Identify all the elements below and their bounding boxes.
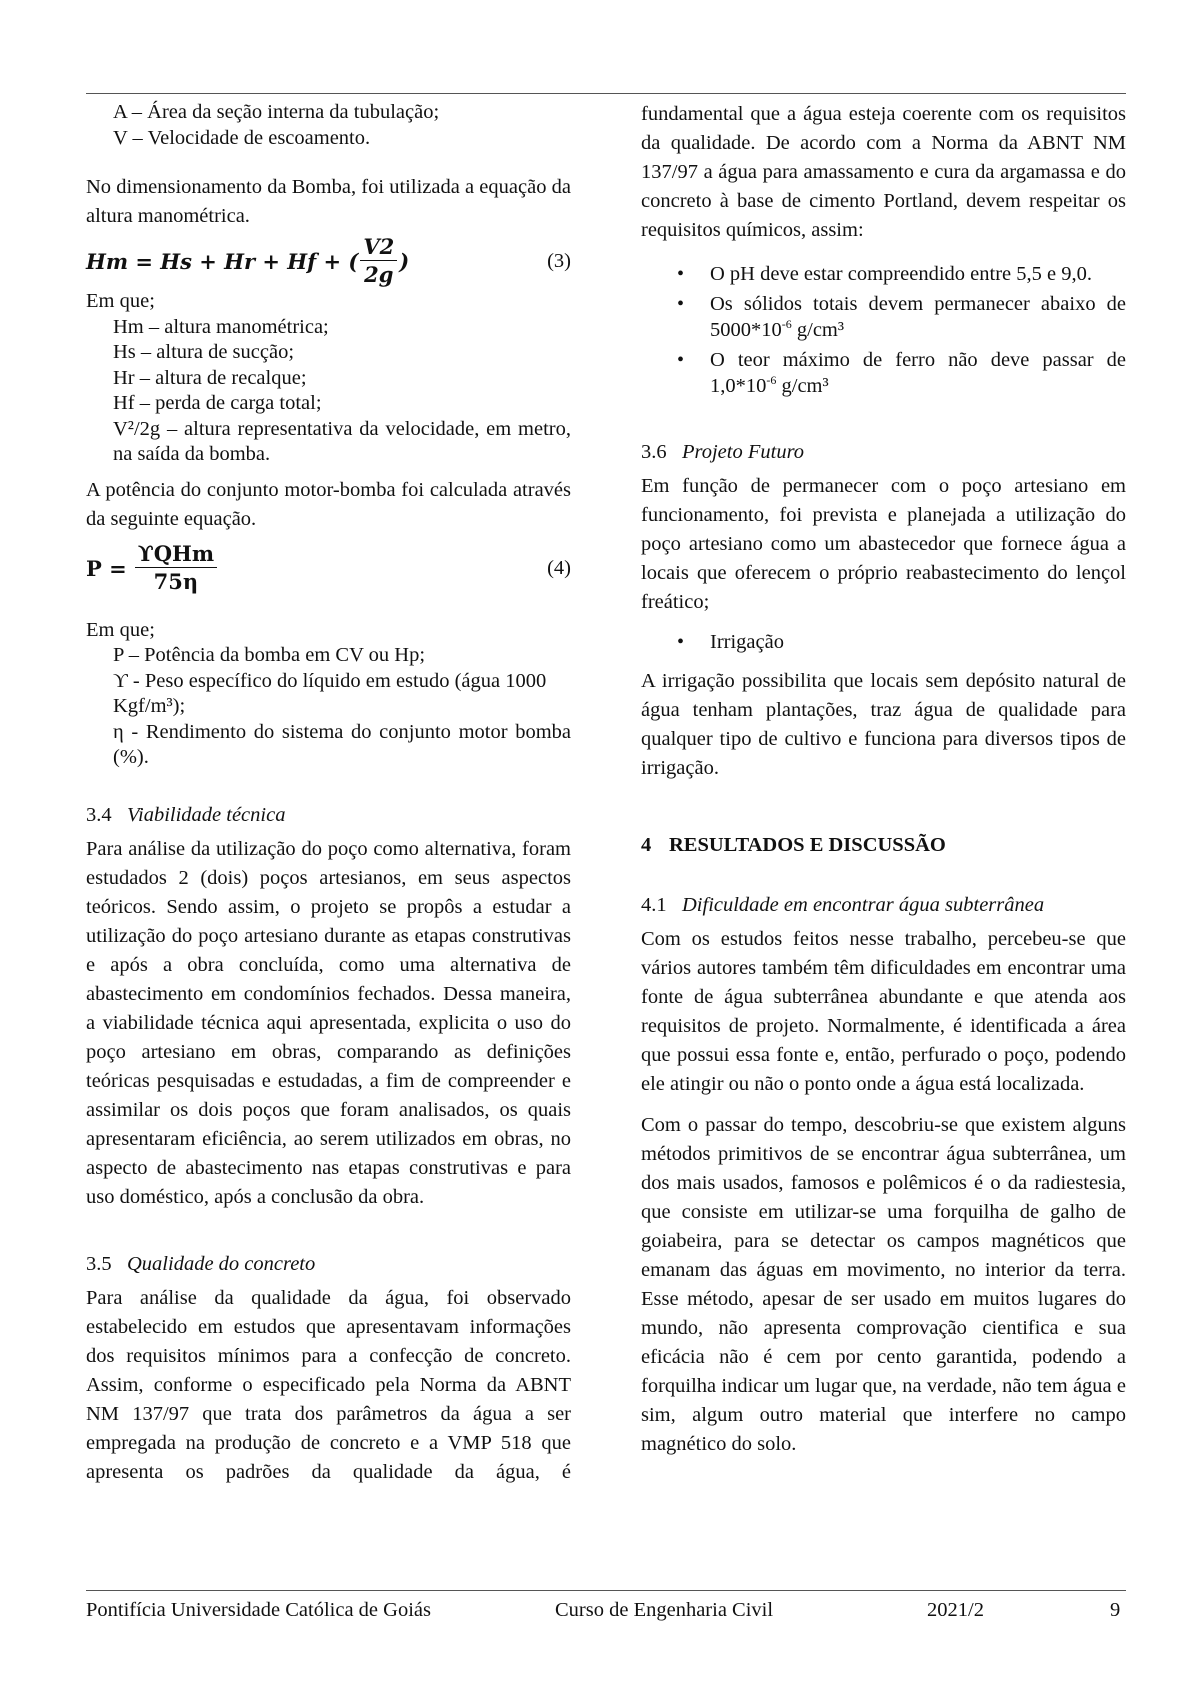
equation-4-label: (4) xyxy=(547,557,571,579)
definition-gamma: ϒ - Peso específico do líquido em estudo (água 1000 Kgf/m³); xyxy=(113,669,547,717)
section-title: Qualidade do concreto xyxy=(127,1252,316,1275)
section-number: 3.4 xyxy=(86,803,112,826)
section-3-5-body: Para análise da qualidade da água, foi observado estabelecido em estudos que apresentavam informações dos requisitos mínimos para a confecção de concreto. Assim, conforme o especificado pela Norma da ABNT NM 137/97 que trata dos parâmetros da água a ser empregada na produção de concreto e a VMP 518 que apresenta os padrões da qualidade da água, é xyxy=(86,1286,571,1483)
right-column xyxy=(641,100,1126,1459)
footer-course: Curso de Engenharia Civil xyxy=(555,1599,774,1621)
equation-3-fraction xyxy=(360,234,397,289)
equation-3-denominator: 2g xyxy=(364,261,394,287)
future-use-irrigation: • Irrigação xyxy=(641,629,1126,656)
definition-hr: Hr – altura de recalque; xyxy=(113,366,307,389)
section-3-4-body: Para análise da utilização do poço como alternativa, foram estudados 2 (dois) poços artesianos, em seus aspectos teóricos. Sendo assim, o projeto se propôs a estudar a utilização do poço artesiano durante as etapas construtivas e após a obra concluída, como uma alternativa de abastecimento em condomínios fechados. Dessa maneira, a viabilidade técnica aqui apresentada, explicita o uso do poço artesiano em obras, comparando as definições teóricas pesquisadas e estudadas, a fim de compreender e assimilar os dois poços que foram analisados, os quais apresentaram eficiência, ao serem utilizados em obras, no aspecto de abastecimento nas etapas construtivas e para uso doméstico, após a conclusão da obra. xyxy=(86,837,571,1208)
equation-4-fraction xyxy=(135,541,217,596)
section-4-1-heading xyxy=(641,891,1126,919)
section-number: 3.6 xyxy=(641,440,667,463)
definition-v2-2g: V²/2g – altura representativa da velocidade, em metro, na saída da bomba. xyxy=(113,417,571,465)
section-number: 3.5 xyxy=(86,1252,112,1275)
footer-rule xyxy=(86,1590,1126,1591)
section-number: 4.1 xyxy=(641,894,667,916)
definition-eta: η - Rendimento do sistema do conjunto motor bomba (%). xyxy=(113,720,571,768)
section-title: Viabilidade técnica xyxy=(127,803,286,826)
requirement-solids: • Os sólidos totais devem permanecer abaixo de $5000*10^{-6}$ g/cm³ xyxy=(641,291,1126,344)
continued-paragraph: fundamental que a água esteja coerente com os requisitos da qualidade. De acordo com a Norma da ABNT NM 137/97 a água para amassamento e cura da argamassa e do concreto à base de cimento Portland, devem respeitar os requisitos químicos, assim: xyxy=(641,103,1126,241)
equation-4-lhs: P = xyxy=(86,556,127,581)
irrigation-paragraph: A irrigação possibilita que locais sem depósito natural de água tenham plantações, traz água de qualidade para qualquer tipo de cultivo e funciona para diversos tipos de irrigação. xyxy=(641,670,1126,779)
where-label-2: Em que; xyxy=(86,618,155,641)
footer-period: 2021/2 xyxy=(927,1599,984,1621)
header-rule xyxy=(86,93,1126,94)
equation-3-lhs: Hm = Hs + Hr + Hf + ( xyxy=(86,248,359,274)
definition-velocity: V – Velocidade de escoamento. xyxy=(113,126,371,149)
footer-institution: Pontifícia Universidade Católica de Goiás xyxy=(86,1599,431,1621)
left-column xyxy=(86,100,571,1487)
equation-4 xyxy=(86,538,571,600)
section-number: 4 xyxy=(641,834,652,856)
section-title: Dificuldade em encontrar água subterrânea xyxy=(682,894,1045,916)
equation-4-numerator: ϒQHm xyxy=(135,541,217,568)
future-uses-list xyxy=(641,629,1126,656)
definition-p: P – Potência da bomba em CV ou Hp; xyxy=(113,644,426,666)
equation-3-close: ) xyxy=(399,248,410,274)
power-intro-paragraph: A potência do conjunto motor-bomba foi calculada através da seguinte equação. xyxy=(86,478,571,530)
section-3-6-body: Em função de permanecer com o poço artesiano em funcionamento, foi prevista e planejada a utilização do poço artesiano como um abastecedor que fornece água a locais que oferecem o próprio reabastecimento do lençol freático; xyxy=(641,474,1126,613)
equation-3-label: (3) xyxy=(547,249,571,272)
section-3-4-heading xyxy=(86,801,571,829)
equation-4-denominator: 75η xyxy=(153,569,199,594)
section-4-1-paragraph-2: Com o passar do tempo, descobriu-se que existem alguns métodos primitivos de se encontrar água subterrânea, um dos mais usados, famosos e polêmicos é o da radiestesia, que consiste em utilizar-se uma forquilha de galho de goiabeira, para se detectar os campos magnéticos que emanam das águas em movimento, no interior da terra. Esse método, apesar de ser usado em muitos lugares do mundo, não apresenta comprovação cientifica e sua eficácia não é cem por cento garantida, podendo a forquilha indicar um lugar que, na verdade, não tem água e sim, algum outro material que interfere no campo magnético do solo. xyxy=(641,1114,1126,1455)
pump-intro-paragraph: No dimensionamento da Bomba, foi utilizada a equação da altura manométrica. xyxy=(86,176,571,227)
requirement-iron: • O teor máximo de ferro não deve passar de $1,0*10^{-6}$ g/cm³ xyxy=(641,347,1126,400)
footer-page-number: 9 xyxy=(1110,1599,1121,1621)
requirement-ph: • O pH deve estar compreendido entre 5,5 e 9,0. xyxy=(641,261,1126,288)
section-title: RESULTADOS E DISCUSSÃO xyxy=(669,834,946,856)
section-title: Projeto Futuro xyxy=(682,440,805,463)
equation-3 xyxy=(86,233,571,289)
definition-area: A – Área da seção interna da tubulação; xyxy=(113,101,440,123)
requirements-list xyxy=(641,261,1126,400)
section-3-6-heading xyxy=(641,438,1126,466)
definition-hm: Hm – altura manométrica; xyxy=(113,315,329,338)
definition-hs: Hs – altura de sucção; xyxy=(113,341,295,363)
definition-hf: Hf – perda de carga total; xyxy=(113,392,322,414)
section-4-heading xyxy=(641,831,1126,859)
equation-3-numerator: V2 xyxy=(360,234,397,261)
section-4-1-paragraph-1: Com os estudos feitos nesse trabalho, percebeu-se que vários autores também têm dificuldades em encontrar uma fonte de água subterrânea abundante e que atenda aos requisitos de projeto. Normalmente, é identificada a área que possui essa fonte e, então, perfurado o poço, podendo ele atingir ou não o ponto onde a água está localizada. xyxy=(641,928,1126,1095)
where-label-1: Em que; xyxy=(86,290,155,312)
section-3-5-heading xyxy=(86,1250,571,1278)
